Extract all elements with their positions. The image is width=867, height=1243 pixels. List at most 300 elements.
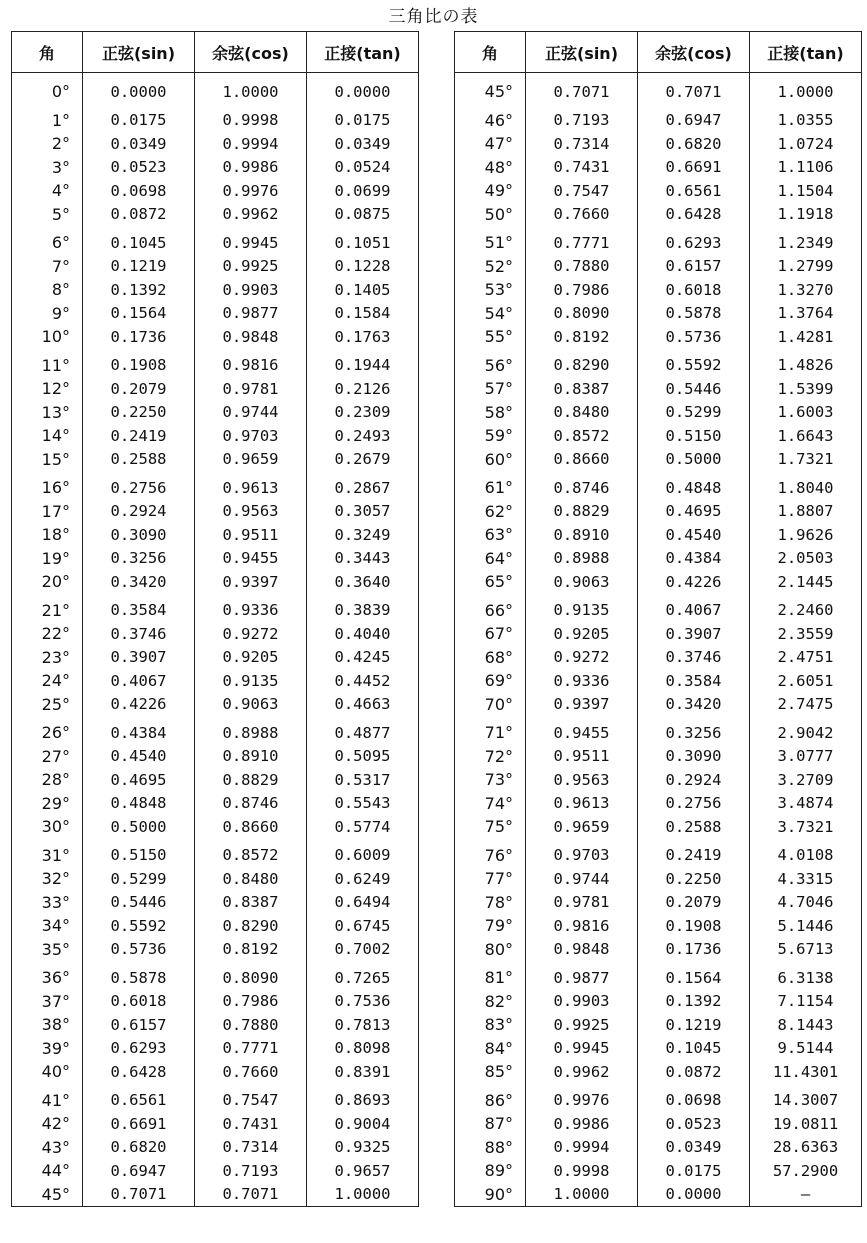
tan-cell: 14.3007	[750, 1084, 862, 1113]
angle-cell: 26°	[12, 716, 83, 745]
cos-cell: 0.2924	[638, 768, 750, 792]
angle-cell: 68°	[455, 646, 526, 670]
cos-cell: 0.5878	[638, 302, 750, 326]
table-row	[455, 302, 862, 326]
angle-cell: 45°	[12, 1183, 83, 1207]
sin-cell: 0.2756	[83, 471, 195, 500]
angle-cell: 25°	[12, 693, 83, 717]
tan-cell: 0.7265	[307, 961, 419, 990]
table-row	[12, 179, 419, 203]
cos-cell: 0.9848	[195, 325, 307, 349]
sin-cell: 0.9455	[526, 716, 638, 745]
sin-cell: 0.7314	[526, 132, 638, 156]
tan-cell: 0.5774	[307, 815, 419, 839]
tan-cell: 2.6051	[750, 669, 862, 693]
angle-cell: 79°	[455, 914, 526, 938]
angle-cell: 43°	[12, 1136, 83, 1160]
table-row	[12, 646, 419, 670]
table-row	[12, 867, 419, 891]
angle-cell: 77°	[455, 867, 526, 891]
cos-cell: 0.4695	[638, 500, 750, 524]
cos-cell: 0.3090	[638, 745, 750, 769]
angle-cell: 45°	[455, 73, 526, 104]
sin-cell: 0.7071	[83, 1183, 195, 1207]
sin-cell: 0.4226	[83, 693, 195, 717]
sin-cell: 0.9986	[526, 1112, 638, 1136]
header-angle: 角	[455, 32, 526, 73]
angle-cell: 85°	[455, 1060, 526, 1084]
sin-cell: 0.9063	[526, 570, 638, 594]
sin-cell: 0.9925	[526, 1013, 638, 1037]
angle-cell: 86°	[455, 1084, 526, 1113]
table-row	[12, 745, 419, 769]
angle-cell: 36°	[12, 961, 83, 990]
cos-cell: 0.5299	[638, 401, 750, 425]
tan-cell: 57.2900	[750, 1159, 862, 1183]
cos-cell: 0.9925	[195, 255, 307, 279]
cos-cell: 0.0349	[638, 1136, 750, 1160]
table-row	[455, 349, 862, 378]
sin-cell: 0.5592	[83, 914, 195, 938]
cos-cell: 0.1908	[638, 914, 750, 938]
sin-cell: 0.5736	[83, 938, 195, 962]
cos-cell: 0.8572	[195, 839, 307, 868]
cos-cell: 0.1392	[638, 990, 750, 1014]
table-row	[455, 203, 862, 227]
sin-cell: 0.3746	[83, 622, 195, 646]
cos-cell: 0.9336	[195, 594, 307, 623]
table-row	[455, 547, 862, 571]
cos-cell: 0.6820	[638, 132, 750, 156]
angle-cell: 50°	[455, 203, 526, 227]
table-row	[12, 1084, 419, 1113]
tan-cell: 0.8391	[307, 1060, 419, 1084]
table-row	[455, 792, 862, 816]
table-row	[455, 839, 862, 868]
cos-cell: 0.9205	[195, 646, 307, 670]
angle-cell: 23°	[12, 646, 83, 670]
table-row	[12, 594, 419, 623]
tan-cell: 0.1584	[307, 302, 419, 326]
sin-cell: 0.6691	[83, 1112, 195, 1136]
sin-cell: 0.9816	[526, 914, 638, 938]
sin-cell: 0.9205	[526, 622, 638, 646]
cos-cell: 0.8829	[195, 768, 307, 792]
cos-cell: 0.6691	[638, 156, 750, 180]
angle-cell: 18°	[12, 523, 83, 547]
cos-cell: 0.0872	[638, 1060, 750, 1084]
angle-cell: 2°	[12, 132, 83, 156]
angle-cell: 82°	[455, 990, 526, 1014]
angle-cell: 72°	[455, 745, 526, 769]
tan-cell: 0.6494	[307, 891, 419, 915]
tan-cell: 7.1154	[750, 990, 862, 1014]
angle-cell: 1°	[12, 104, 83, 133]
cos-cell: 0.8090	[195, 961, 307, 990]
sin-cell: 1.0000	[526, 1183, 638, 1207]
cos-cell: 0.9945	[195, 226, 307, 255]
cos-cell: 0.7880	[195, 1013, 307, 1037]
table-row	[12, 669, 419, 693]
tan-cell: 2.3559	[750, 622, 862, 646]
table-row	[12, 278, 419, 302]
tan-cell: 1.2349	[750, 226, 862, 255]
table-row	[455, 500, 862, 524]
sin-cell: 0.9877	[526, 961, 638, 990]
cos-cell: 0.2756	[638, 792, 750, 816]
cos-cell: 0.6018	[638, 278, 750, 302]
table-row	[12, 914, 419, 938]
table-row	[12, 203, 419, 227]
sin-cell: 0.5150	[83, 839, 195, 868]
sin-cell: 0.4848	[83, 792, 195, 816]
table-row	[12, 448, 419, 472]
tan-cell: 28.6363	[750, 1136, 862, 1160]
table-row	[455, 768, 862, 792]
tan-cell: 2.9042	[750, 716, 862, 745]
sin-cell: 0.8192	[526, 325, 638, 349]
tan-cell: 0.9325	[307, 1136, 419, 1160]
angle-cell: 33°	[12, 891, 83, 915]
tan-cell: 1.1106	[750, 156, 862, 180]
cos-cell: 0.5446	[638, 377, 750, 401]
angle-cell: 32°	[12, 867, 83, 891]
cos-cell: 0.6561	[638, 179, 750, 203]
table-row	[455, 179, 862, 203]
cos-cell: 0.5736	[638, 325, 750, 349]
tan-cell: 0.5095	[307, 745, 419, 769]
sin-cell: 0.9613	[526, 792, 638, 816]
tan-cell: 1.2799	[750, 255, 862, 279]
sin-cell: 0.1736	[83, 325, 195, 349]
table-row	[455, 325, 862, 349]
tan-cell: 0.1405	[307, 278, 419, 302]
angle-cell: 12°	[12, 377, 83, 401]
angle-cell: 61°	[455, 471, 526, 500]
sin-cell: 0.1564	[83, 302, 195, 326]
angle-cell: 71°	[455, 716, 526, 745]
tan-cell: 0.8693	[307, 1084, 419, 1113]
tan-cell: 4.0108	[750, 839, 862, 868]
tan-cell: 11.4301	[750, 1060, 862, 1084]
sin-cell: 0.3256	[83, 547, 195, 571]
table-row	[12, 1112, 419, 1136]
table-row	[455, 1112, 862, 1136]
tan-cell: 1.3270	[750, 278, 862, 302]
sin-cell: 0.3584	[83, 594, 195, 623]
table-row	[12, 716, 419, 745]
cos-cell: 0.7193	[195, 1159, 307, 1183]
sin-cell: 0.2250	[83, 401, 195, 425]
table-row	[12, 156, 419, 180]
tan-cell: 0.1944	[307, 349, 419, 378]
table-row	[455, 815, 862, 839]
tan-cell: 0.8098	[307, 1037, 419, 1061]
tan-cell: 0.0000	[307, 73, 419, 104]
table-row	[12, 1136, 419, 1160]
sin-cell: 0.0698	[83, 179, 195, 203]
cos-cell: 0.0523	[638, 1112, 750, 1136]
tan-cell: 2.0503	[750, 547, 862, 571]
angle-cell: 38°	[12, 1013, 83, 1037]
cos-cell: 0.0000	[638, 1183, 750, 1207]
sin-cell: 0.6157	[83, 1013, 195, 1037]
angle-cell: 46°	[455, 104, 526, 133]
angle-cell: 27°	[12, 745, 83, 769]
table-row	[12, 815, 419, 839]
sin-cell: 0.4067	[83, 669, 195, 693]
sin-cell: 0.0523	[83, 156, 195, 180]
sin-cell: 0.8746	[526, 471, 638, 500]
sin-cell: 0.9563	[526, 768, 638, 792]
cos-cell: 0.4067	[638, 594, 750, 623]
table-row	[455, 1159, 862, 1183]
tan-cell: 8.1443	[750, 1013, 862, 1037]
tan-cell: 2.1445	[750, 570, 862, 594]
table-row	[455, 570, 862, 594]
tan-cell: 9.5144	[750, 1037, 862, 1061]
sin-cell: 0.9336	[526, 669, 638, 693]
sin-cell: 0.6428	[83, 1060, 195, 1084]
angle-cell: 7°	[12, 255, 83, 279]
sin-cell: 0.7071	[526, 73, 638, 104]
table-row	[455, 891, 862, 915]
cos-cell: 0.6157	[638, 255, 750, 279]
cos-cell: 0.9986	[195, 156, 307, 180]
sin-cell: 0.9998	[526, 1159, 638, 1183]
tan-cell: 1.4826	[750, 349, 862, 378]
sin-cell: 0.0872	[83, 203, 195, 227]
sin-cell: 0.0000	[83, 73, 195, 104]
angle-cell: 56°	[455, 349, 526, 378]
sin-cell: 0.7771	[526, 226, 638, 255]
table-row	[12, 547, 419, 571]
tan-cell: 2.7475	[750, 693, 862, 717]
cos-cell: 0.2079	[638, 891, 750, 915]
angle-cell: 69°	[455, 669, 526, 693]
table-row	[12, 961, 419, 990]
table-row	[455, 1060, 862, 1084]
angle-cell: 17°	[12, 500, 83, 524]
angle-cell: 83°	[455, 1013, 526, 1037]
table-row	[12, 424, 419, 448]
sin-cell: 0.9135	[526, 594, 638, 623]
sin-cell: 0.8572	[526, 424, 638, 448]
tan-cell: 0.4877	[307, 716, 419, 745]
cos-cell: 0.9962	[195, 203, 307, 227]
tan-cell: 5.6713	[750, 938, 862, 962]
cos-cell: 0.3584	[638, 669, 750, 693]
table-row	[455, 1013, 862, 1037]
angle-cell: 62°	[455, 500, 526, 524]
table-row	[12, 471, 419, 500]
tan-cell: 1.0000	[307, 1183, 419, 1207]
table-row	[455, 471, 862, 500]
table-row	[12, 622, 419, 646]
tan-cell: 2.2460	[750, 594, 862, 623]
angle-cell: 28°	[12, 768, 83, 792]
sin-cell: 0.0349	[83, 132, 195, 156]
cos-cell: 0.9455	[195, 547, 307, 571]
tan-cell: 0.1763	[307, 325, 419, 349]
angle-cell: 41°	[12, 1084, 83, 1113]
sin-cell: 0.7193	[526, 104, 638, 133]
sin-cell: 0.2079	[83, 377, 195, 401]
sin-cell: 0.6947	[83, 1159, 195, 1183]
tan-cell: 0.0175	[307, 104, 419, 133]
angle-cell: 19°	[12, 547, 83, 571]
table-row	[12, 226, 419, 255]
table-row	[12, 1183, 419, 1207]
cos-cell: 0.8746	[195, 792, 307, 816]
tan-cell: 0.7813	[307, 1013, 419, 1037]
table-row	[455, 448, 862, 472]
angle-cell: 80°	[455, 938, 526, 962]
sin-cell: 0.8988	[526, 547, 638, 571]
tan-cell: 0.2309	[307, 401, 419, 425]
cos-cell: 0.3746	[638, 646, 750, 670]
table-row	[455, 914, 862, 938]
cos-cell: 0.1219	[638, 1013, 750, 1037]
tan-cell: 0.3839	[307, 594, 419, 623]
cos-cell: 0.5592	[638, 349, 750, 378]
cos-cell: 0.9998	[195, 104, 307, 133]
table-row	[12, 377, 419, 401]
angle-cell: 89°	[455, 1159, 526, 1183]
sin-cell: 0.1219	[83, 255, 195, 279]
tan-cell: 1.9626	[750, 523, 862, 547]
cos-cell: 0.0698	[638, 1084, 750, 1113]
cos-cell: 0.9397	[195, 570, 307, 594]
angle-cell: 90°	[455, 1183, 526, 1207]
cos-cell: 0.0175	[638, 1159, 750, 1183]
tan-cell: 1.5399	[750, 377, 862, 401]
table-row	[455, 867, 862, 891]
tan-cell: 0.4663	[307, 693, 419, 717]
angle-cell: 34°	[12, 914, 83, 938]
angle-cell: 78°	[455, 891, 526, 915]
cos-cell: 0.9877	[195, 302, 307, 326]
cos-cell: 0.9781	[195, 377, 307, 401]
tan-cell: 0.5317	[307, 768, 419, 792]
cos-cell: 0.7071	[195, 1183, 307, 1207]
sin-cell: 0.4695	[83, 768, 195, 792]
tan-cell: 4.3315	[750, 867, 862, 891]
tan-cell: 0.0699	[307, 179, 419, 203]
cos-cell: 0.9563	[195, 500, 307, 524]
sin-cell: 0.8290	[526, 349, 638, 378]
cos-cell: 0.7071	[638, 73, 750, 104]
angle-cell: 24°	[12, 669, 83, 693]
tan-cell: 19.0811	[750, 1112, 862, 1136]
header-tan: 正接(tan)	[307, 32, 419, 73]
cos-cell: 0.3420	[638, 693, 750, 717]
table-row	[12, 1159, 419, 1183]
sin-cell: 0.9272	[526, 646, 638, 670]
cos-cell: 0.8660	[195, 815, 307, 839]
tan-cell: 1.7321	[750, 448, 862, 472]
table-row	[12, 570, 419, 594]
cos-cell: 0.2419	[638, 839, 750, 868]
sin-cell: 0.9511	[526, 745, 638, 769]
angle-cell: 59°	[455, 424, 526, 448]
angle-cell: 57°	[455, 377, 526, 401]
angle-cell: 22°	[12, 622, 83, 646]
tan-cell: 1.0724	[750, 132, 862, 156]
cos-cell: 0.1564	[638, 961, 750, 990]
angle-cell: 20°	[12, 570, 83, 594]
cos-cell: 0.8988	[195, 716, 307, 745]
sin-cell: 0.7547	[526, 179, 638, 203]
table-row	[455, 693, 862, 717]
cos-cell: 0.9976	[195, 179, 307, 203]
table-row	[455, 401, 862, 425]
header-sin: 正弦(sin)	[526, 32, 638, 73]
sin-cell: 0.6561	[83, 1084, 195, 1113]
tan-cell: 0.7002	[307, 938, 419, 962]
cos-cell: 0.9272	[195, 622, 307, 646]
angle-cell: 5°	[12, 203, 83, 227]
sin-cell: 0.2419	[83, 424, 195, 448]
cos-cell: 0.7431	[195, 1112, 307, 1136]
table-row	[455, 156, 862, 180]
cos-cell: 0.5000	[638, 448, 750, 472]
table-row	[455, 1136, 862, 1160]
tan-cell: 1.8040	[750, 471, 862, 500]
cos-cell: 0.9613	[195, 471, 307, 500]
sin-cell: 0.7986	[526, 278, 638, 302]
table-row	[12, 938, 419, 962]
table-row	[455, 523, 862, 547]
table-row	[455, 73, 862, 104]
angle-cell: 9°	[12, 302, 83, 326]
table-row	[12, 401, 419, 425]
cos-cell: 0.8192	[195, 938, 307, 962]
cos-cell: 0.3907	[638, 622, 750, 646]
table-row	[12, 104, 419, 133]
angle-cell: 63°	[455, 523, 526, 547]
table-row	[455, 226, 862, 255]
tan-cell: 0.2493	[307, 424, 419, 448]
sin-cell: 0.6293	[83, 1037, 195, 1061]
tan-cell: 1.8807	[750, 500, 862, 524]
sin-cell: 0.9848	[526, 938, 638, 962]
cos-cell: 0.6293	[638, 226, 750, 255]
cos-cell: 0.9994	[195, 132, 307, 156]
tan-cell: 0.3249	[307, 523, 419, 547]
angle-cell: 35°	[12, 938, 83, 962]
cos-cell: 0.9744	[195, 401, 307, 425]
sin-cell: 0.7431	[526, 156, 638, 180]
tan-cell: 0.4452	[307, 669, 419, 693]
table-row	[12, 255, 419, 279]
tan-cell: 5.1446	[750, 914, 862, 938]
sin-cell: 0.9397	[526, 693, 638, 717]
sin-cell: 0.9744	[526, 867, 638, 891]
tan-cell: 0.6009	[307, 839, 419, 868]
table-row	[455, 990, 862, 1014]
tan-cell: —	[750, 1183, 862, 1207]
table-row	[12, 523, 419, 547]
table-row	[12, 1060, 419, 1084]
angle-cell: 11°	[12, 349, 83, 378]
tan-cell: 4.7046	[750, 891, 862, 915]
angle-cell: 66°	[455, 594, 526, 623]
tan-cell: 6.3138	[750, 961, 862, 990]
tan-cell: 0.0524	[307, 156, 419, 180]
tan-cell: 0.0349	[307, 132, 419, 156]
table-row	[12, 1037, 419, 1061]
